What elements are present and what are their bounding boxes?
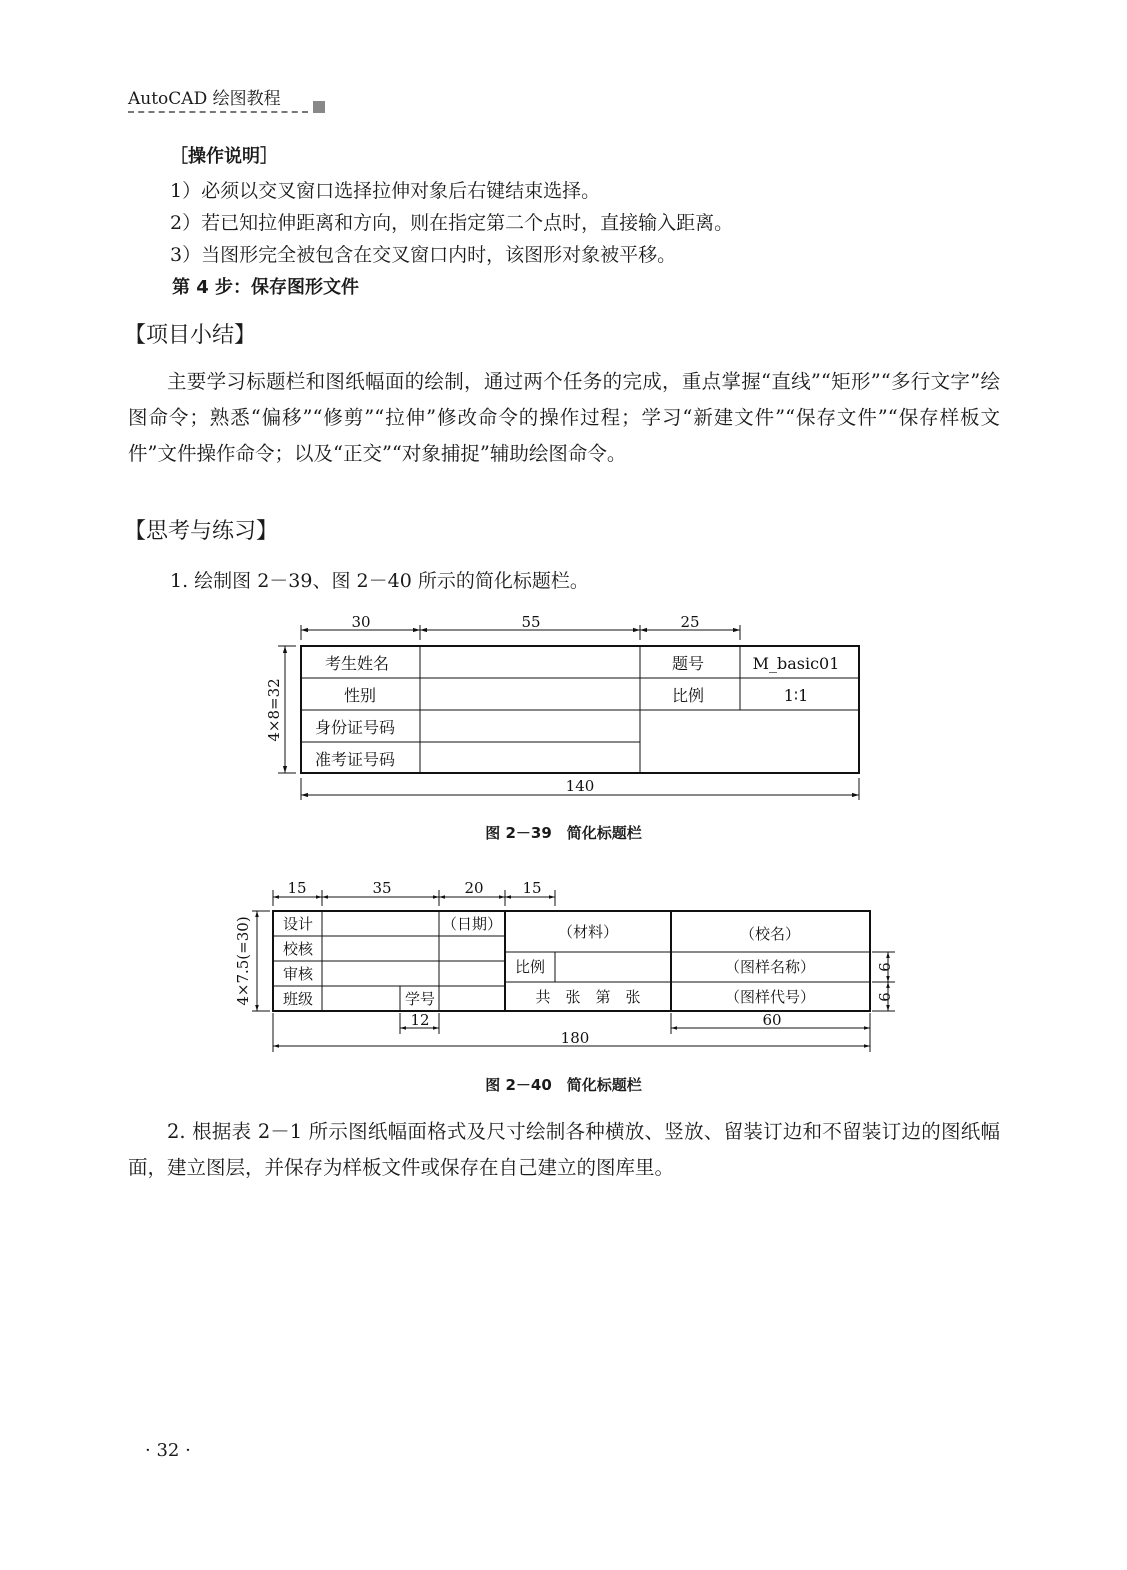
- cell-school: （校名）: [739, 925, 801, 943]
- exercise-heading: 【思考与练习】: [124, 519, 279, 544]
- dim-60: 60: [762, 1011, 782, 1029]
- cell-scale-label: 比例: [671, 686, 705, 705]
- dim-35: 35: [372, 879, 392, 897]
- dim-12: 12: [410, 1011, 430, 1029]
- cell-material: （材料）: [557, 923, 619, 941]
- cell-drawing-code: （图样代号）: [724, 988, 816, 1006]
- dim-height-30: 4×7.5(=30): [234, 916, 252, 1006]
- question-1: 1. 绘制图 2－39、图 2－40 所示的简化标题栏。: [170, 570, 589, 592]
- dim-55: 55: [521, 613, 541, 631]
- dim-30: 30: [351, 613, 371, 631]
- cell-drawing-name: （图样名称）: [724, 958, 816, 976]
- cell-date: （日期）: [441, 915, 503, 933]
- dim-140: 140: [565, 777, 595, 795]
- dim-15b: 15: [522, 879, 542, 897]
- cell-gender: 性别: [343, 686, 377, 705]
- cell-scale: 比例: [514, 958, 546, 976]
- question-2: 2. 根据表 2－1 所示图纸幅面格式及尺寸绘制各种横放、竖放、留装订边和不留装订边的图纸幅面，建立图层，并保存为样板文件或保存在自己建立的图库里。: [128, 1120, 1000, 1179]
- dim-25: 25: [680, 613, 700, 631]
- page-number: · 32 ·: [145, 1440, 191, 1461]
- dim-180: 180: [560, 1029, 590, 1047]
- cell-sheets: 共 张 第 张: [535, 988, 641, 1006]
- figure-2-39-caption: 图 2－39 简化标题栏: [485, 824, 642, 842]
- dim-15a: 15: [287, 879, 307, 897]
- step-4: 第 4 步：保存图形文件: [172, 277, 360, 298]
- cell-design: 设计: [282, 915, 314, 933]
- cell-student-no: 学号: [404, 990, 436, 1008]
- cell-scale-value: 1∶1: [783, 686, 809, 705]
- cell-id: 身份证号码: [314, 718, 396, 737]
- cell-check: 校核: [282, 940, 314, 958]
- dim-9b: 9: [875, 992, 893, 1002]
- cell-name: 考生姓名: [324, 654, 390, 673]
- cell-class: 班级: [282, 990, 314, 1008]
- cell-title-value: M_basic01: [752, 654, 840, 673]
- cell-title-label: 题号: [671, 654, 705, 673]
- dim-height-32: 4×8=32: [265, 678, 283, 742]
- note-2: 2）若已知拉伸距离和方向，则在指定第二个点时，直接输入距离。: [170, 212, 734, 234]
- summary-text: 主要学习标题栏和图纸幅面的绘制，通过两个任务的完成，重点掌握“直线”“矩形”“多行文字”绘图命令；熟悉“偏移”“修剪”“拉伸”修改命令的操作过程；学习“新建文件”“保存文件”“保存样板文件”文件操作命令；以及“正交”“对象捕捉”辅助绘图命令。: [128, 370, 1000, 465]
- cell-review: 审核: [282, 965, 314, 983]
- figure-2-40-caption: 图 2－40 简化标题栏: [485, 1076, 642, 1094]
- dim-9a: 9: [875, 962, 893, 972]
- running-header: AutoCAD 绘图教程: [128, 89, 281, 109]
- summary-heading: 【项目小结】: [124, 323, 257, 348]
- notes-heading: ［操作说明］: [170, 146, 278, 167]
- note-1: 1）必须以交叉窗口选择拉伸对象后右键结束选择。: [170, 180, 601, 202]
- note-3: 3）当图形完全被包含在交叉窗口内时，该图形对象被平移。: [170, 244, 677, 266]
- cell-exam-no: 准考证号码: [314, 750, 396, 769]
- dim-20: 20: [464, 879, 484, 897]
